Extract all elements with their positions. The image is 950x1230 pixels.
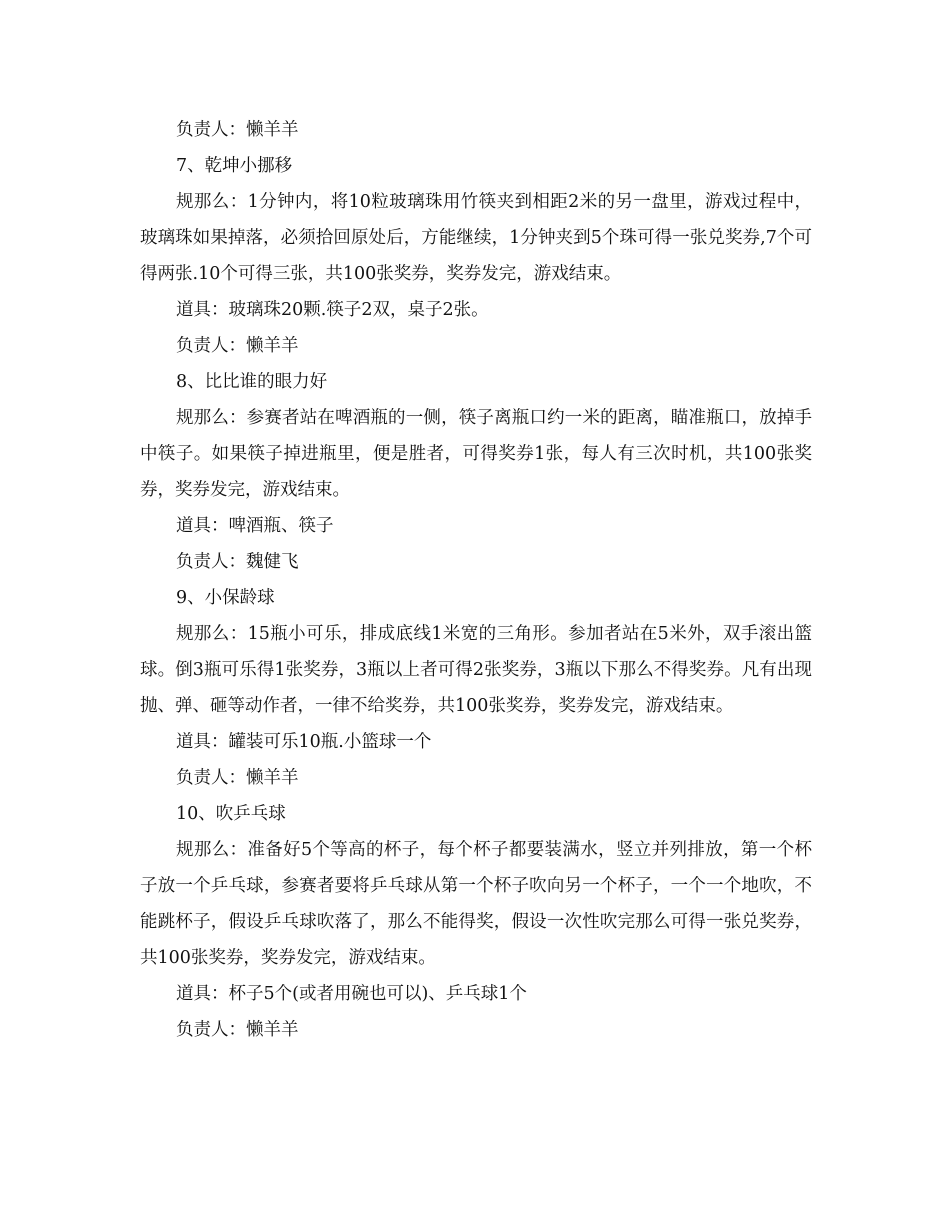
game-8-responsible-person: 负责人：魏健飞 bbox=[176, 552, 299, 572]
game-9-heading: 9、小保龄球 bbox=[176, 588, 275, 608]
game-9-props: 道具：罐装可乐10瓶.小篮球一个 bbox=[176, 732, 432, 752]
document-body bbox=[140, 112, 812, 1048]
game-7-props: 道具：玻璃珠20颗.筷子2双，桌子2张。 bbox=[176, 300, 489, 320]
game-8-rules: 规那么：参赛者站在啤酒瓶的一侧，筷子离瓶口约一米的距离，瞄准瓶口，放掉手中筷子。如果筷子掉进瓶里，便是胜者，可得奖券1张，每人有三次时机，共100张奖券，奖券发完，游戏结束。 bbox=[140, 408, 812, 500]
game-10-rules: 规那么：准备好5个等高的杯子，每个杯子都要装满水，竖立并列排放，第一个杯子放一个乒乓球，参赛者要将乒乓球从第一个杯子吹向另一个杯子，一个一个地吹，不能跳杯子，假设乒乓球吹落了，那么不能得奖，假设一次性吹完那么可得一张兑奖券，共100张奖券，奖券发完，游戏结束。 bbox=[140, 840, 812, 968]
game-7-responsible-person: 负责人：懒羊羊 bbox=[176, 336, 299, 356]
game-8-props: 道具：啤酒瓶、筷子 bbox=[176, 516, 334, 536]
game-7-rules: 规那么：1分钟内，将10粒玻璃珠用竹筷夹到相距2米的另一盘里，游戏过程中，玻璃珠如果掉落，必须拾回原处后，方能继续，1分钟夹到5个珠可得一张兑奖券,7个可得两张.10个可得三张，共100张奖券，奖券发完，游戏结束。 bbox=[140, 192, 812, 284]
game-9-responsible-person: 负责人：懒羊羊 bbox=[176, 768, 299, 788]
game-10-responsible-person: 负责人：懒羊羊 bbox=[176, 1020, 299, 1040]
game-8-heading: 8、比比谁的眼力好 bbox=[176, 372, 328, 392]
game-7-heading: 7、乾坤小挪移 bbox=[176, 156, 293, 176]
responsible-person-6: 负责人：懒羊羊 bbox=[176, 120, 299, 140]
game-9-rules: 规那么：15瓶小可乐，排成底线1米宽的三角形。参加者站在5米外，双手滚出篮球。倒3瓶可乐得1张奖券，3瓶以上者可得2张奖券，3瓶以下那么不得奖券。凡有出现抛、弹、砸等动作者，一律不给奖券，共100张奖券，奖券发完，游戏结束。 bbox=[140, 624, 812, 716]
game-10-props: 道具：杯子5个(或者用碗也可以)、乒乓球1个 bbox=[176, 984, 527, 1004]
game-10-heading: 10、吹乒乓球 bbox=[176, 804, 286, 824]
